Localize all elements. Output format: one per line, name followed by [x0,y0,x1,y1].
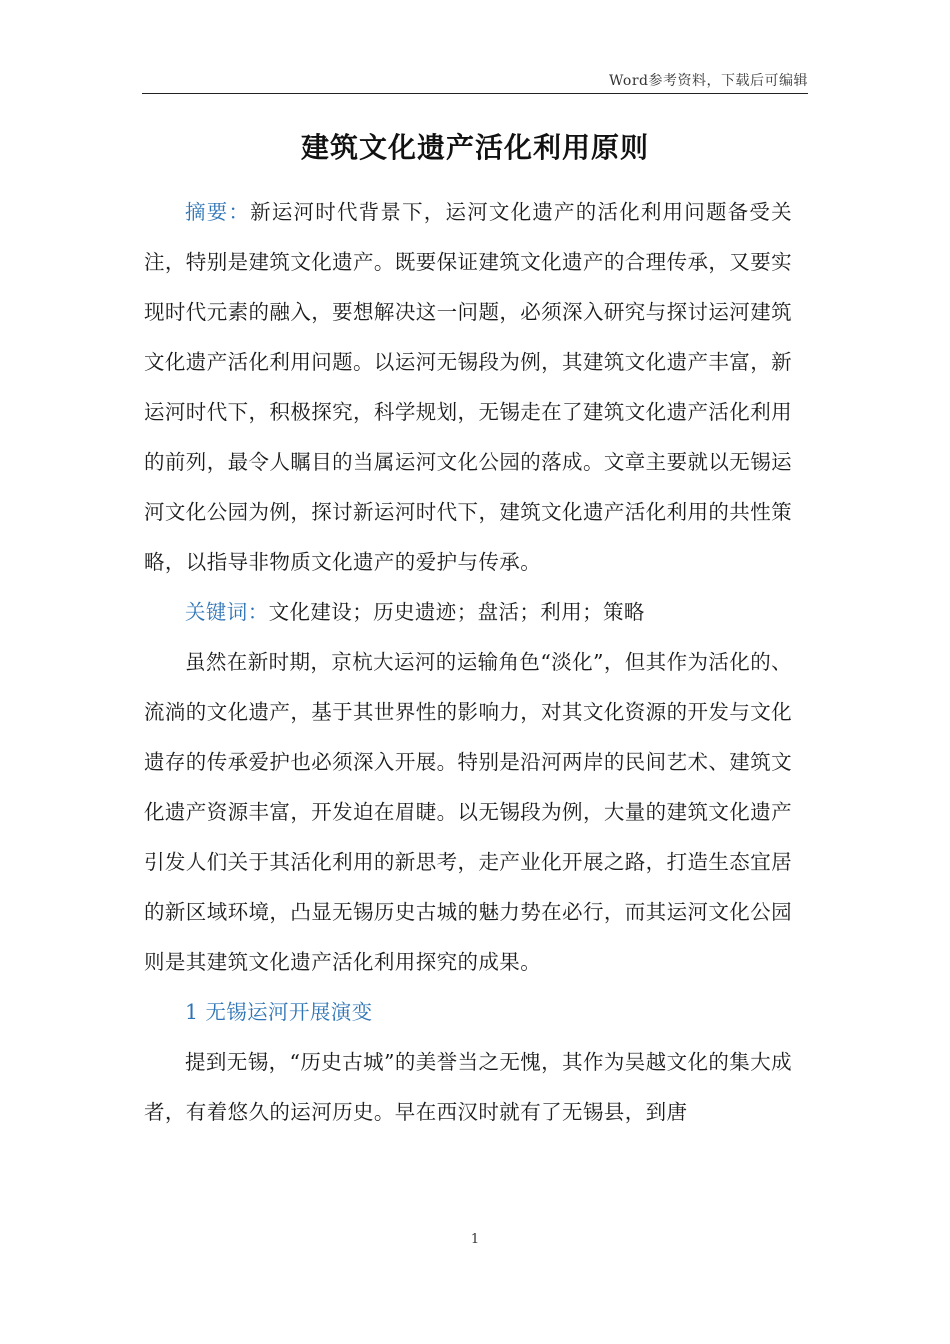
keywords-text: 文化建设；历史遗迹；盘活；利用；策略 [268,600,645,624]
abstract-text: 新运河时代背景下，运河文化遗产的活化利用问题备受关注，特别是建筑文化遗产。既要保证建筑文化遗产的合理传承，又要实现时代元素的融入，要想解决这一问题，必须深入研究与探讨运河建筑文化遗产活化利用问题。以运河无锡段为例，其建筑文化遗产丰富，新运河时代下，积极探究，科学规划，无锡走在了建筑文化遗产活化利用的前列，最令人瞩目的当属运河文化公园的落成。文章主要就以无锡运河文化公园为例，探讨新运河时代下，建筑文化遗产活化利用的共性策略，以指导非物质文化遗产的爱护与传承。 [144,200,792,574]
keywords-label: 关键词： [185,600,269,624]
keywords-paragraph [144,587,792,637]
body-paragraph-2: 提到无锡，“历史古城”的美誉当之无愧，其作为吴越文化的集大成者，有着悠久的运河历史。早在西汉时就有了无锡县，到唐 [144,1050,792,1124]
document-title: 建筑文化遗产活化利用原则 [300,131,649,164]
header-divider [142,93,808,94]
page-number: 1 [470,1232,480,1247]
header-note: Word参考资料，下载后可编辑 [608,73,808,89]
abstract-paragraph [144,187,792,587]
document-body [144,187,792,1137]
abstract-label: 摘要： [185,200,251,224]
section-heading-1: 1 无锡运河开展演变 [185,1000,373,1024]
body-paragraph-1: 虽然在新时期，京杭大运河的运输角色“淡化”，但其作为活化的、流淌的文化遗产，基于其世界性的影响力，对其文化资源的开发与文化遗存的传承爱护也必须深入开展。特别是沿河两岸的民间艺术、建筑文化遗产资源丰富，开发迫在眉睫。以无锡段为例，大量的建筑文化遗产引发人们关于其活化利用的新思考，走产业化开展之路，打造生态宜居的新区域环境，凸显无锡历史古城的魅力势在必行，而其运河文化公园则是其建筑文化遗产活化利用探究的成果。 [144,650,792,974]
